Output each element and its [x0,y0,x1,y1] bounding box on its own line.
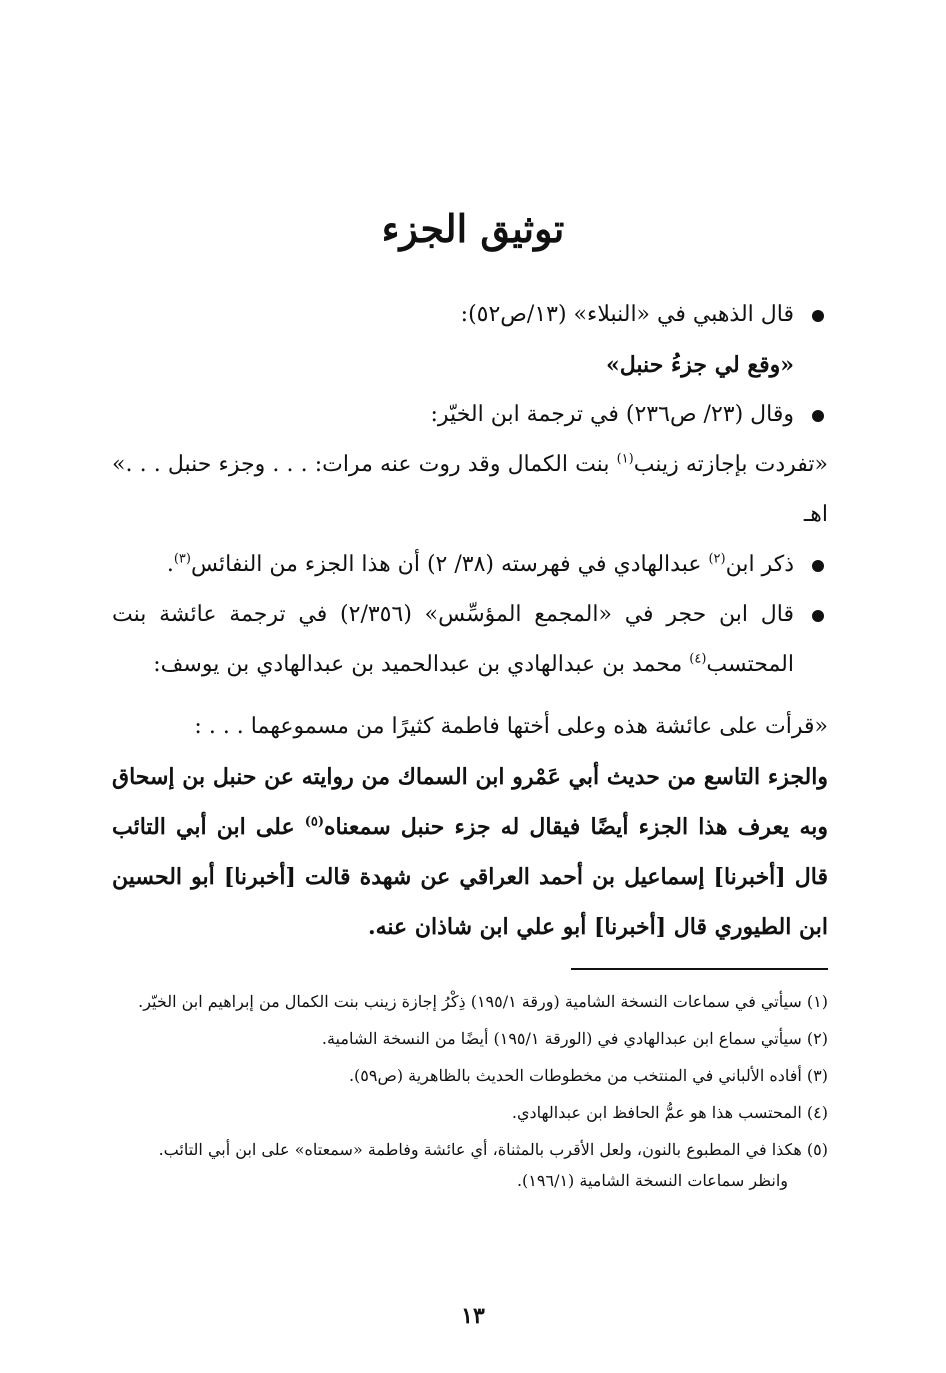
footnote-5-continuation: وانظر سماعات النسخة الشامية (١٩٦/١). [516,1171,788,1190]
footnote-5: (٥) هكذا في المطبوع بالنون، ولعل الأقرب بالمثناة، أي عائشة وفاطمة «سمعتاه» على ابن أبي التائب. [158,1140,828,1159]
footnote-marker: (٥) [304,814,325,830]
bullet-icon [812,610,824,622]
paragraph-text: وقال (٢٣/ ص٢٣٦) في ترجمة ابن الخيّر: [430,402,794,427]
quote-paragraph: «وقع لي جزءُ حنبل» [606,352,794,378]
page-title: توثيق الجزء [381,206,565,251]
main-text [112,290,828,952]
footnote-3: (٣) أفاده الألباني في المنتخب من مخطوطات الحديث بالظاهرية (ص٥٩). [348,1066,828,1085]
footnote-marker: (٣) [173,551,191,567]
paragraph-text: والجزء التاسع من حديث أبي عَمْرو ابن السماك من روايته عن حنبل بن إسحاق وبه يعرف هذا الجزء أيضًا فيقال له جزء حنبل سمعناه [112,764,828,840]
bullet-paragraph-ibn-hajar [112,590,828,690]
paragraph-text: عبدالهادي في فهرسته (٣٨/ ٢) أن هذا الجزء من النفائس [190,552,709,577]
bullet-icon [812,310,824,322]
quote-paragraph-aisha: «قرأت على عائشة هذه وعلى أختها فاطمة كثيرًا من مسموعهما . . . : [194,714,828,739]
quote-paragraph-isnad [112,752,828,952]
paragraph-text: قال ابن حجر في «المجمع المؤسِّس» (٢/٣٥٦) في ترجمة عائشة بنت المحتسب [112,602,794,677]
paragraph-text: على ابن أبي التائب قال [أخبرنا] إسماعيل بن أحمد العراقي عن شهدة قالت [أخبرنا] أبو الحسين ابن الطيوري قال [أخبرنا] أبو علي ابن شاذان عنه. [112,814,828,940]
paragraph-text: قال الذهبي في «النبلاء» (١٣/ص٥٢): [460,302,794,327]
footnote-4: (٤) المحتسب هذا هو عمُّ الحافظ ابن عبدالهادي. [511,1103,828,1122]
bullet-paragraph-ibn-abdulhadi [112,540,828,590]
paragraph-text: «تفردت بإجازته زينب [633,452,828,477]
bullet-icon [812,410,824,422]
footnote-1: (١) سيأتي في سماعات النسخة الشامية (ورقة ١٩٥/١) ذِكْرُ إجازة زينب بنت الكمال من إبراهيم ابن الخيّر. [138,992,828,1011]
bullet-icon [812,560,824,572]
footnote-marker: (١) [616,451,634,467]
quote-paragraph-zaynab [112,440,828,540]
paragraph-text: بنت الكمال وقد روت عنه مرات: . . . وجزء حنبل . . .» اهـ [112,452,828,527]
footnote-2: (٢) سيأتي سماع ابن عبدالهادي في (الورقة ١٩٥/١) أيضًا من النسخة الشامية. [321,1029,828,1048]
paragraph-text: . [166,552,174,577]
bullet-paragraph-dhahabi-tarjama [112,390,828,440]
footnote-marker: (٢) [708,551,726,567]
paragraph-text: ذكر ابن [725,552,794,577]
bullet-paragraph-dhahabi-nubala [112,290,828,340]
footnotes [112,986,828,1202]
footnote-divider [571,968,828,970]
page-number: ١٣ [461,1303,485,1329]
paragraph-text: محمد بن عبدالهادي بن عبدالحميد بن عبدالهادي بن يوسف: [153,652,690,677]
footnote-marker: (٤) [689,651,707,667]
